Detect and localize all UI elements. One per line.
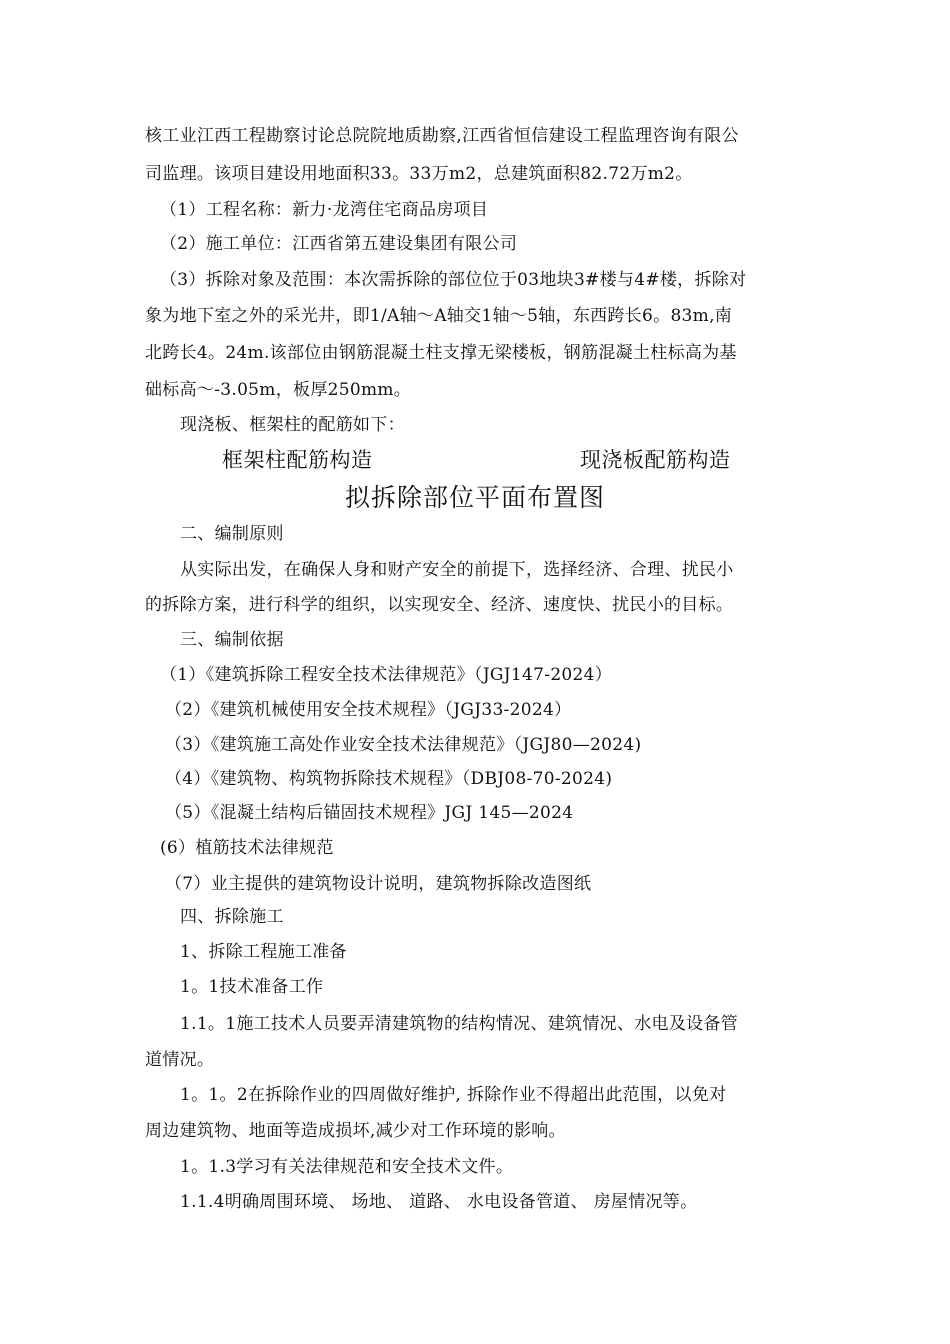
paragraph-line: 北跨长4。24m.该部位由钢筋混凝土柱支撑无梁楼板，钢筋混凝土柱标高为基 [145,343,737,363]
section-heading: 三、编制依据 [180,630,284,650]
paragraph-line: 从实际出发，在确保人身和财产安全的前提下，选择经济、合理、扰民小 [180,560,734,580]
paragraph-line: 1.1。1施工技术人员要弄清建筑物的结构情况、建筑情况、水电及设备管 [180,1014,739,1034]
section-heading: 二、编制原则 [180,524,284,544]
construction-unit: （2）施工单位：江西省第五建设集团有限公司 [160,234,518,254]
paragraph-line: 的拆除方案，进行科学的组织，以实现安全、经济、速度快、扰民小的目标。 [145,595,734,615]
reinforcement-intro: 现浇板、框架柱的配筋如下： [180,415,405,435]
reference-item: （4）《建筑物、构筑物拆除技术规程》（DBJ08-70-2024) [165,769,613,789]
reference-item: （1）《建筑拆除工程安全技术法律规范》（JGJ147-2024） [160,665,613,685]
paragraph-line: 核工业江西工程勘察讨论总院院地质勘察,江西省恒信建设工程监理咨询有限公 [145,126,739,146]
paragraph-line: 司监理。该项目建设用地面积33。33万m2，总建筑面积82.72万m2。 [145,164,693,184]
reference-item: （7）业主提供的建筑物设计说明，建筑物拆除改造图纸 [165,874,592,894]
paragraph-line: 1.1.4明确周围环境、 场地、 道路、 水电设备管道、 房屋情况等。 [180,1192,698,1212]
subsection-heading: 1。1技术准备工作 [180,977,324,997]
caption-column-reinforcement: 框架柱配筋构造 [222,448,373,472]
caption-slab-reinforcement: 现浇板配筋构造 [580,448,731,472]
reference-item: （2）《建筑机械使用安全技术规程》（JGJ33-2024） [165,700,572,720]
reference-item: （3）《建筑施工高处作业安全技术法律规范》（JGJ80—2024) [165,735,642,755]
paragraph-line: 1。1。2在拆除作业的四周做好维护, 拆除作业不得超出此范围，以免对 [180,1085,727,1105]
paragraph-line: 础标高～-3.05m，板厚250mm。 [145,380,412,400]
paragraph-line: 象为地下室之外的采光井，即1/A轴～A轴交1轴～5轴，东西跨长6。83m,南 [145,306,733,326]
demolition-scope: （3）拆除对象及范围：本次需拆除的部位位于03地块3#楼与4#楼，拆除对 [160,270,747,290]
section-heading: 四、拆除施工 [180,907,284,927]
paragraph-line: 周边建筑物、地面等造成损坏,减少对工作环境的影响。 [145,1121,566,1141]
caption-plan-layout: 拟拆除部位平面布置图 [344,483,605,512]
paragraph-line: 道情况。 [145,1050,215,1070]
paragraph-line: 1。1.3学习有关法律规范和安全技术文件。 [180,1157,514,1177]
project-name: （1）工程名称：新力·龙湾住宅商品房项目 [160,200,489,220]
subsection-heading: 1、拆除工程施工准备 [180,942,347,962]
reference-item: （5）《混凝土结构后锚固技术规程》JGJ 145—2024 [165,803,574,823]
reference-item: (6）植筋技术法律规范 [160,838,334,858]
